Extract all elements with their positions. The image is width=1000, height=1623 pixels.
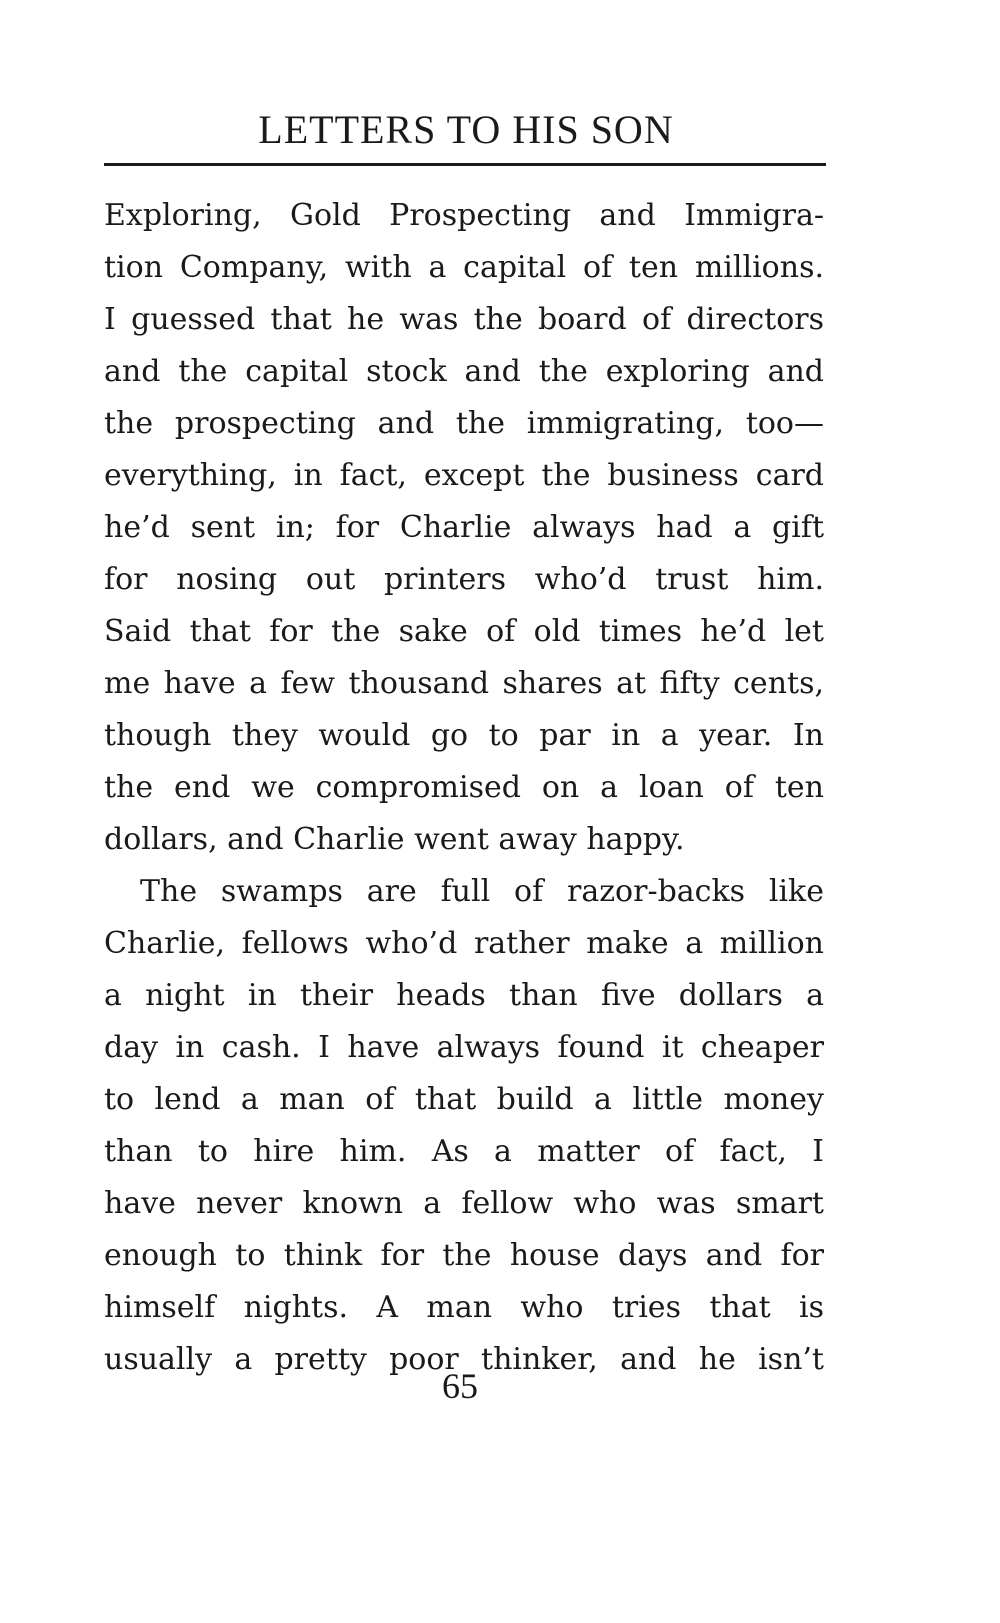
text-line: Charlie, fellows who’d rather make a million (104, 926, 824, 961)
text-line: everything, in fact, except the business card (104, 458, 824, 493)
text-line: though they would go to par in a year. In (104, 718, 824, 753)
text-line: he’d sent in; for Charlie always had a gift (104, 510, 824, 545)
text-line: than to hire him. As a matter of fact, I (104, 1134, 824, 1169)
text-line: usually a pretty poor thinker, and he isn’t (104, 1342, 824, 1377)
text-line: for nosing out printers who’d trust him. (104, 562, 824, 597)
text-line: dollars, and Charlie went away happy. (104, 822, 685, 857)
text-line: to lend a man of that build a little money (104, 1082, 824, 1117)
text-line: the end we compromised on a loan of ten (104, 770, 824, 805)
page-number: 65 (442, 1366, 478, 1406)
text-line: have never known a fellow who was smart (104, 1186, 824, 1221)
text-line: I guessed that he was the board of directors (104, 302, 824, 337)
running-head: LETTERS TO HIS SON (258, 107, 674, 152)
header-rule (104, 163, 826, 166)
text-line: the prospecting and the immigrating, too— (104, 406, 824, 441)
text-line: day in cash. I have always found it cheaper (104, 1030, 824, 1065)
text-line: me have a few thousand shares at fifty cents, (104, 666, 824, 701)
text-line: a night in their heads than five dollars a (104, 978, 824, 1013)
body-text (104, 190, 824, 1386)
text-line: and the capital stock and the exploring and (104, 354, 824, 389)
text-line: Exploring, Gold Prospecting and Immigra- (104, 198, 824, 233)
text-line: Said that for the sake of old times he’d let (104, 614, 824, 649)
text-line: tion Company, with a capital of ten millions. (104, 250, 824, 285)
paragraph-first-line: The swamps are full of razor-backs like (140, 874, 824, 909)
text-line: himself nights. A man who tries that is (104, 1290, 824, 1325)
text-line: enough to think for the house days and for (104, 1238, 824, 1273)
